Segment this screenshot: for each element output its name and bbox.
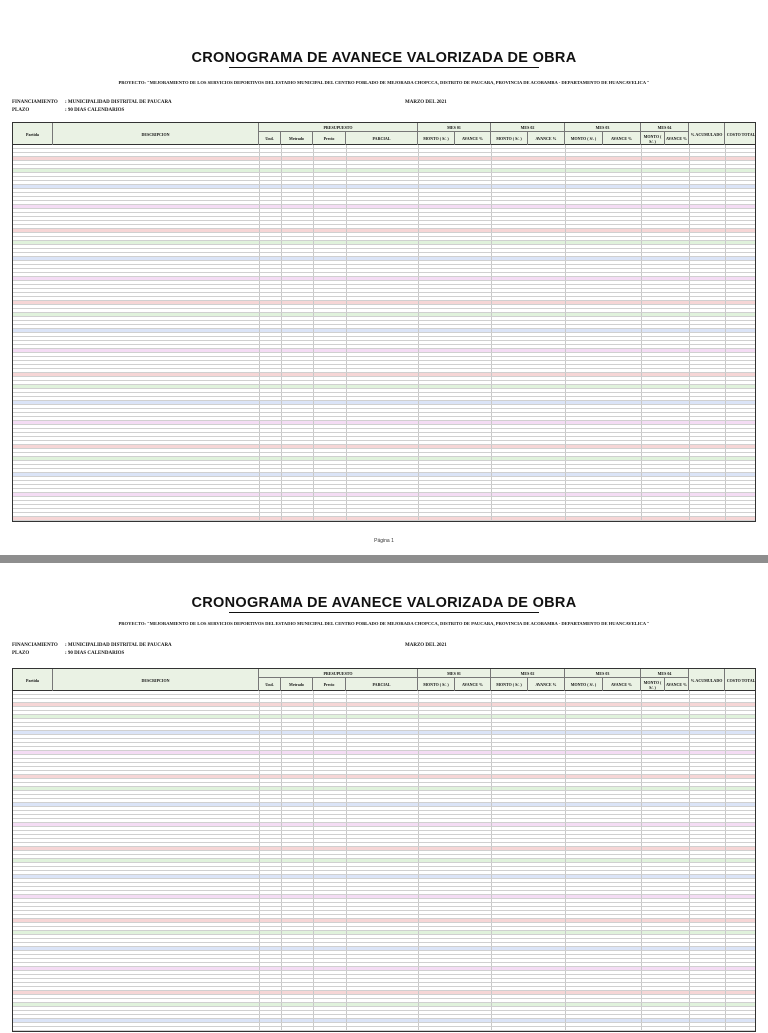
header-mes2-monto: MONTO ( S/. ) xyxy=(491,132,528,145)
header-mes3: MES 03 xyxy=(565,669,641,678)
plazo-value: : 90 DIAS CALENDARIOS xyxy=(65,108,125,113)
header-mes2-avance: AVANCE % xyxy=(528,132,565,145)
document-page-2 xyxy=(0,563,768,1033)
document-title: CRONOGRAMA DE AVANECE VALORIZADA DE OBRA xyxy=(0,50,768,68)
header-mes2-avance: AVANCE % xyxy=(528,678,565,691)
header-mes1-avance: AVANCE % xyxy=(455,132,491,145)
header-costo-total: COSTO TOTAL xyxy=(726,131,756,137)
header-mes4-monto: MONTO ( S/. ) xyxy=(641,132,665,145)
financiamiento-label: FINANCIAMIENTO xyxy=(12,643,58,648)
header-precio: Precio xyxy=(313,678,346,691)
header-metrado: Metrado xyxy=(281,678,313,691)
header-parcial: PARCIAL xyxy=(346,678,418,691)
table-row xyxy=(13,517,755,521)
header-presupuesto: PRESUPUESTO xyxy=(259,669,418,678)
header-partida: Partida xyxy=(13,669,53,691)
header-mes3-avance: AVANCE % xyxy=(603,678,641,691)
financiamiento-label: FINANCIAMIENTO xyxy=(12,100,58,105)
header-mes1-monto: MONTO ( S/. ) xyxy=(418,678,455,691)
financiamiento-value: : MUNICIPALIDAD DISTRITAL DE PAUCARA xyxy=(65,100,172,105)
document-date: MARZO DEL 2021 xyxy=(405,100,447,105)
header-partida: Partida xyxy=(13,123,53,145)
header-mes3-monto: MONTO ( S/. ) xyxy=(565,132,603,145)
header-mes4-avance: AVANCE % xyxy=(665,678,689,691)
header-descripcion: DESCRIPCION xyxy=(53,123,259,145)
table-row xyxy=(13,1027,755,1031)
header-mes4: MES 04 xyxy=(641,123,689,132)
page-number: Página 1 xyxy=(374,538,394,544)
financiamiento-value: : MUNICIPALIDAD DISTRITAL DE PAUCARA xyxy=(65,643,172,648)
header-costo-total: COSTO TOTAL xyxy=(726,677,756,683)
header-mes1: MES 01 xyxy=(418,123,491,132)
document-title: CRONOGRAMA DE AVANECE VALORIZADA DE OBRA xyxy=(0,595,768,613)
header-und: Und. xyxy=(259,132,281,145)
header-descripcion: DESCRIPCION xyxy=(53,669,259,691)
header-mes3-avance: AVANCE % xyxy=(603,132,641,145)
header-mes4-avance: AVANCE % xyxy=(665,132,689,145)
header-parcial: PARCIAL xyxy=(346,132,418,145)
schedule-table xyxy=(12,122,756,522)
table-body xyxy=(13,145,755,521)
financiamiento-line xyxy=(12,643,172,648)
header-precio: Precio xyxy=(313,132,346,145)
table-body xyxy=(13,691,755,1031)
header-metrado: Metrado xyxy=(281,132,313,145)
header-mes4: MES 04 xyxy=(641,669,689,678)
plazo-label: PLAZO xyxy=(12,651,30,656)
header-mes2: MES 02 xyxy=(491,669,565,678)
schedule-table xyxy=(12,668,756,1032)
header-mes3-monto: MONTO ( S/. ) xyxy=(565,678,603,691)
plazo-label: PLAZO xyxy=(12,108,30,113)
header-mes2: MES 02 xyxy=(491,123,565,132)
financiamiento-line xyxy=(12,100,172,105)
header-acumulado: % ACUMULADO xyxy=(689,123,725,145)
header-mes3: MES 03 xyxy=(565,123,641,132)
project-description: PROYECTO: "MEJORAMIENTO DE LOS SERVICIOS DEPORTIVOS DEL ESTADIO MUNICIPAL DEL CENTRO POBLADO DE MEJORADA CHOPCCA, DISTRITO DE PAUCARA, PROVINCIA DE ACOBAMBA - DEPARTAMENTO DE HUANCAVELICA " xyxy=(118,80,650,85)
header-mes2-monto: MONTO ( S/. ) xyxy=(491,678,528,691)
table-header xyxy=(13,669,755,691)
plazo-line xyxy=(12,108,124,113)
document-date: MARZO DEL 2021 xyxy=(405,643,447,648)
table-header xyxy=(13,123,755,145)
plazo-line xyxy=(12,651,124,656)
header-presupuesto: PRESUPUESTO xyxy=(259,123,418,132)
plazo-value: : 90 DIAS CALENDARIOS xyxy=(65,651,125,656)
header-und: Und. xyxy=(259,678,281,691)
header-acumulado: % ACUMULADO xyxy=(689,669,725,691)
project-description: PROYECTO: "MEJORAMIENTO DE LOS SERVICIOS DEPORTIVOS DEL ESTADIO MUNICIPAL DEL CENTRO POBLADO DE MEJORADA CHOPCCA, DISTRITO DE PAUCARA, PROVINCIA DE ACOBAMBA - DEPARTAMENTO DE HUANCAVELICA " xyxy=(118,621,650,626)
header-mes4-monto: MONTO ( S/. ) xyxy=(641,678,665,691)
header-mes1-monto: MONTO ( S/. ) xyxy=(418,132,455,145)
header-mes1: MES 01 xyxy=(418,669,491,678)
header-mes1-avance: AVANCE % xyxy=(455,678,491,691)
